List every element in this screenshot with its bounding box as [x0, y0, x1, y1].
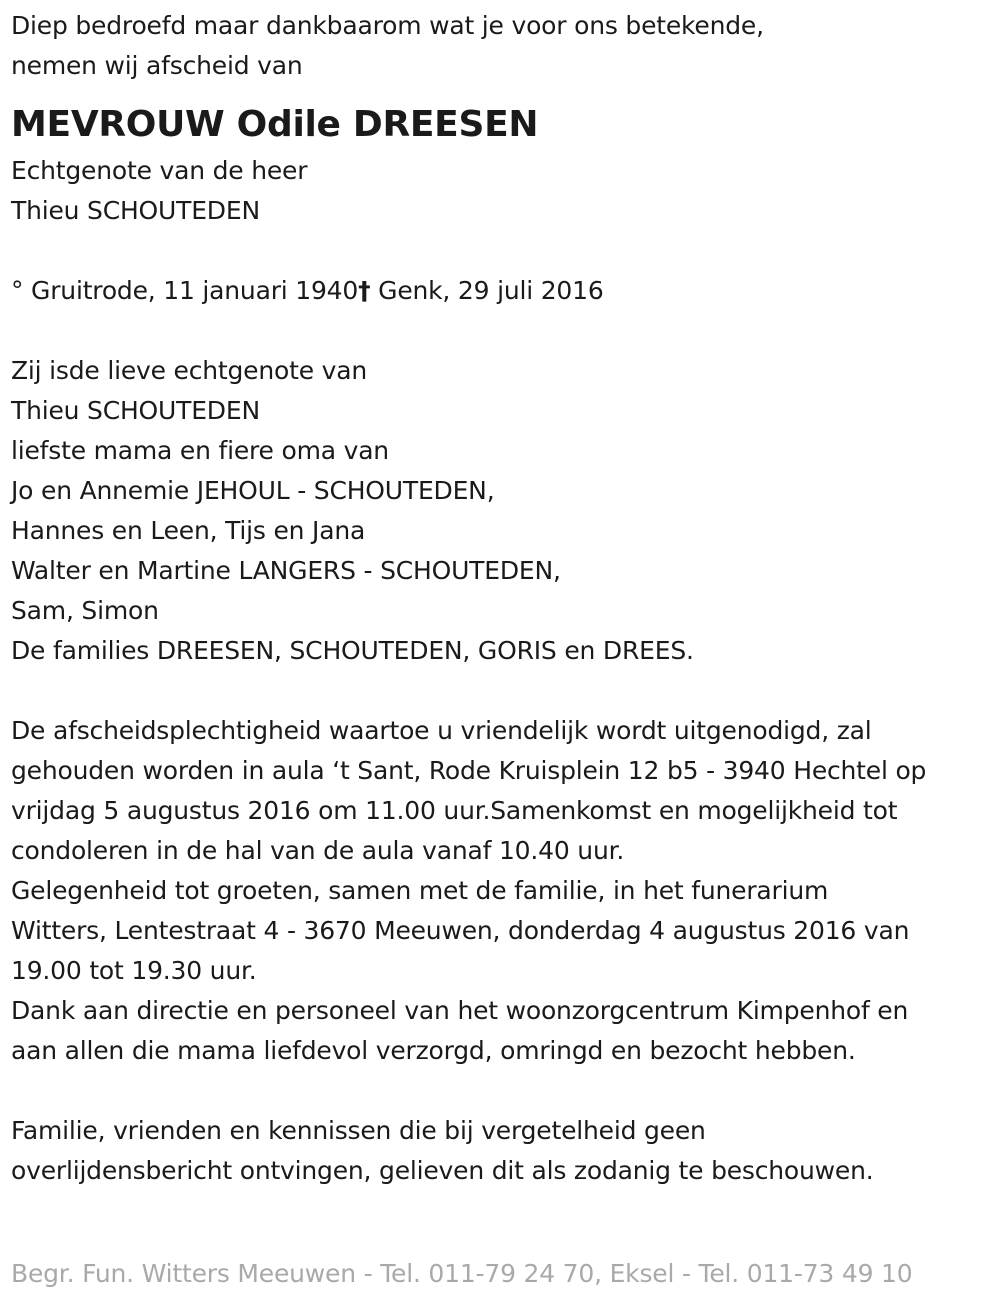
family-line: liefste mama en fiere oma van [11, 436, 389, 465]
closing-line: Familie, vrienden en kennissen die bij vergetelheid geen [11, 1116, 706, 1145]
funeral-home-footer: Begr. Fun. Witters Meeuwen - Tel. 011-79 24 70, Eksel - Tel. 011-73 49 10 [11, 1259, 913, 1288]
ceremony-line: 19.00 tot 19.30 uur. [11, 956, 257, 985]
birth-date: ° Gruitrode, 11 januari 1940 [11, 276, 359, 305]
cross-icon: † [358, 276, 371, 305]
intro-line-1: Diep bedroefd maar dankbaarom wat je voor ons betekende, [11, 11, 764, 40]
ceremony-line: condoleren in de hal van de aula vanaf 10.40 uur. [11, 836, 625, 865]
ceremony-line: aan allen die mama liefdevol verzorgd, omringd en bezocht hebben. [11, 1036, 856, 1065]
death-notice [11, 6, 996, 1191]
family-line: Walter en Martine LANGERS - SCHOUTEDEN, [11, 556, 561, 585]
ceremony-line: De afscheidsplechtigheid waartoe u vriendelijk wordt uitgenodigd, zal [11, 716, 872, 745]
spouse-line-1: Echtgenote van de heer [11, 156, 308, 185]
ceremony-line: Witters, Lentestraat 4 - 3670 Meeuwen, donderdag 4 augustus 2016 van [11, 916, 910, 945]
spacer [11, 1071, 996, 1111]
spacer [11, 311, 996, 351]
spacer [11, 671, 996, 711]
family-line: Hannes en Leen, Tijs en Jana [11, 516, 366, 545]
spouse-line-2: Thieu SCHOUTEDEN [11, 196, 260, 225]
ceremony-line: Dank aan directie en personeel van het woonzorgcentrum Kimpenhof en [11, 996, 909, 1025]
ceremony-line: vrijdag 5 augustus 2016 om 11.00 uur.Samenkomst en mogelijkheid tot [11, 796, 898, 825]
death-date: Genk, 29 juli 2016 [370, 276, 604, 305]
ceremony-line: Gelegenheid tot groeten, samen met de familie, in het funerarium [11, 876, 829, 905]
spacer [11, 231, 996, 271]
ceremony-line: gehouden worden in aula ‘t Sant, Rode Kruisplein 12 b5 - 3940 Hechtel op [11, 756, 927, 785]
life-dates [11, 271, 996, 311]
family-line: De families DREESEN, SCHOUTEDEN, GORIS en DREES. [11, 636, 694, 665]
family-line: Sam, Simon [11, 596, 159, 625]
intro-line-2: nemen wij afscheid van [11, 51, 303, 80]
closing-line: overlijdensbericht ontvingen, gelieven dit als zodanig te beschouwen. [11, 1156, 874, 1185]
family-line: Thieu SCHOUTEDEN [11, 396, 260, 425]
family-line: Zij isde lieve echtgenote van [11, 356, 367, 385]
family-line: Jo en Annemie JEHOUL - SCHOUTEDEN, [11, 476, 495, 505]
deceased-name: MEVROUW Odile DREESEN [11, 104, 539, 145]
